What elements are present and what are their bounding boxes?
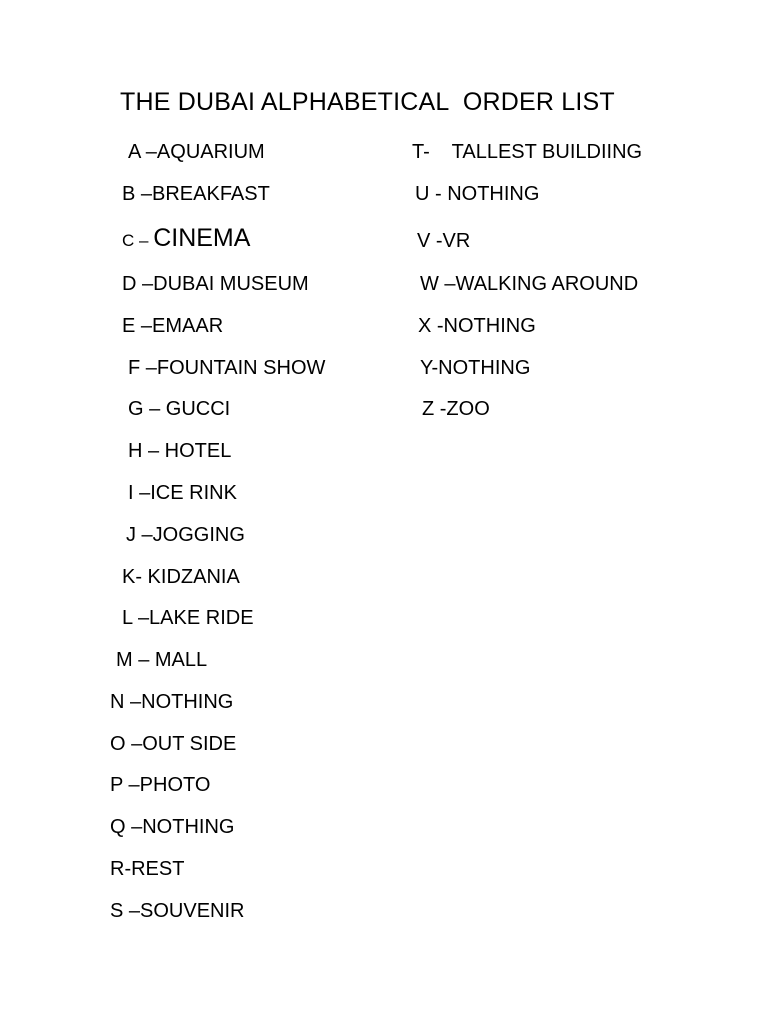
list-item-t: T- TALLEST BUILDIING [412,141,643,163]
list-item-y: Y-NOTHING [420,357,531,379]
list-item-l: L –LAKE RIDE [122,607,254,629]
list-item-g: G – GUCCI [128,398,231,420]
list-item-i: I –ICE RINK [128,482,237,504]
list-item-x: X -NOTHING [418,315,536,337]
list-item-d: D –DUBAI MUSEUM [122,273,309,295]
list-item-q: Q –NOTHING [110,816,235,838]
list-item-c [122,226,250,253]
list-item-c-word: CINEMA [153,224,251,252]
list-item-b: B –BREAKFAST [122,183,270,205]
list-item-w: W –WALKING AROUND [420,273,639,295]
list-item-u: U - NOTHING [415,183,540,205]
list-item-h: H – HOTEL [128,440,232,462]
list-item-r: R-REST [110,858,185,880]
page-title: THE DUBAI ALPHABETICAL ORDER LIST [120,88,615,116]
list-item-o: O –OUT SIDE [110,733,237,755]
list-item-a: A –AQUARIUM [128,141,265,163]
list-item-c-letter: C – [122,231,154,250]
list-item-z: Z -ZOO [422,398,490,420]
list-item-k: K- KIDZANIA [122,566,240,588]
list-item-e: E –EMAAR [122,315,224,337]
list-item-s: S –SOUVENIR [110,900,245,922]
list-item-v: V -VR [417,230,471,252]
list-item-n: N –NOTHING [110,691,234,713]
list-item-p: P –PHOTO [110,774,211,796]
list-item-m: M – MALL [116,649,208,671]
list-item-f: F –FOUNTAIN SHOW [128,357,326,379]
list-item-j: J –JOGGING [126,524,245,546]
